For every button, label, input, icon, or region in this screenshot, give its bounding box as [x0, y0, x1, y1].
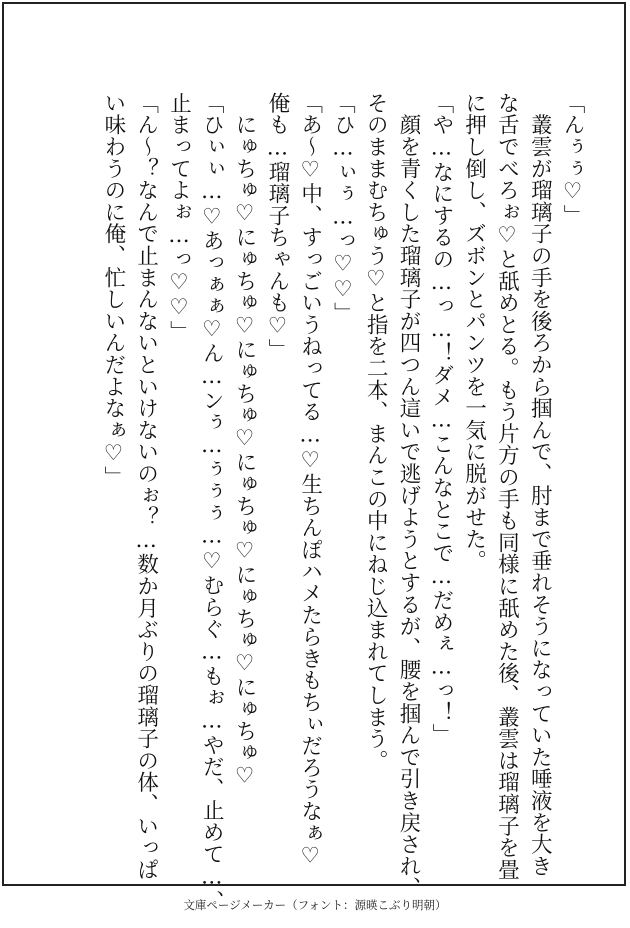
text-line: 俺も…瑠璃子ちゃんも♡」	[264, 92, 290, 361]
text-line: 「や…なにするの…っ…！ダメ…こんなとこで…だめぇ…っ！」	[428, 92, 454, 746]
text-line: 「あ〜♡中、すっごいうねってる…♡生ちんぽハメたらきもちぃだろうなぁ♡	[297, 92, 323, 869]
text-line: 顔を青くした瑠璃子が四つん這いで逃げようとするが、腰を掴んで引き戻され、	[396, 92, 422, 899]
text-line: 止まってよぉ…っ♡♡」	[166, 92, 192, 343]
text-line: 「ひ…ぃぅ…っ♡♡」	[330, 92, 356, 324]
text-line: 「ん〜？なんで止まんないといけないのぉ？…数か月ぶりの瑠璃子の体、いっぱ	[133, 92, 159, 881]
text-line: そのままむちゅう♡と指を二本、まんこの中にねじ込まれてしまう。	[363, 92, 389, 772]
text-line: 叢雲が瑠璃子の手を後ろから掴んで、肘まで垂れそうになっていた唾液を大き	[527, 92, 553, 877]
text-line: 「ひぃぃ…♡あっぁぁ♡ん…ンぅ…ぅぅぅ…♡むらぐ…もぉ…やだ、止めて…、	[199, 92, 225, 912]
text-line: 「んぅぅ♡」	[560, 92, 585, 227]
text-line: に押し倒し、ズボンとパンツを一気に脱がせた。	[461, 92, 487, 572]
text-line: い味わうのに俺、忙しいんだよなぁ♡」	[100, 92, 126, 488]
footer-credit: 文庫ページメーカー（フォント：源暎こぶり明朝）	[183, 898, 447, 912]
text-line: な舌でべろぉ♡と舐めとる。もう片方の手も同様に舐めた後、叢雲は瑠璃子を畳	[494, 92, 520, 881]
text-line: にゅちゅ♡にゅちゅ♡にゅちゅ♡にゅちゅ♡にゅちゅ♡にゅちゅ♡	[232, 92, 258, 789]
